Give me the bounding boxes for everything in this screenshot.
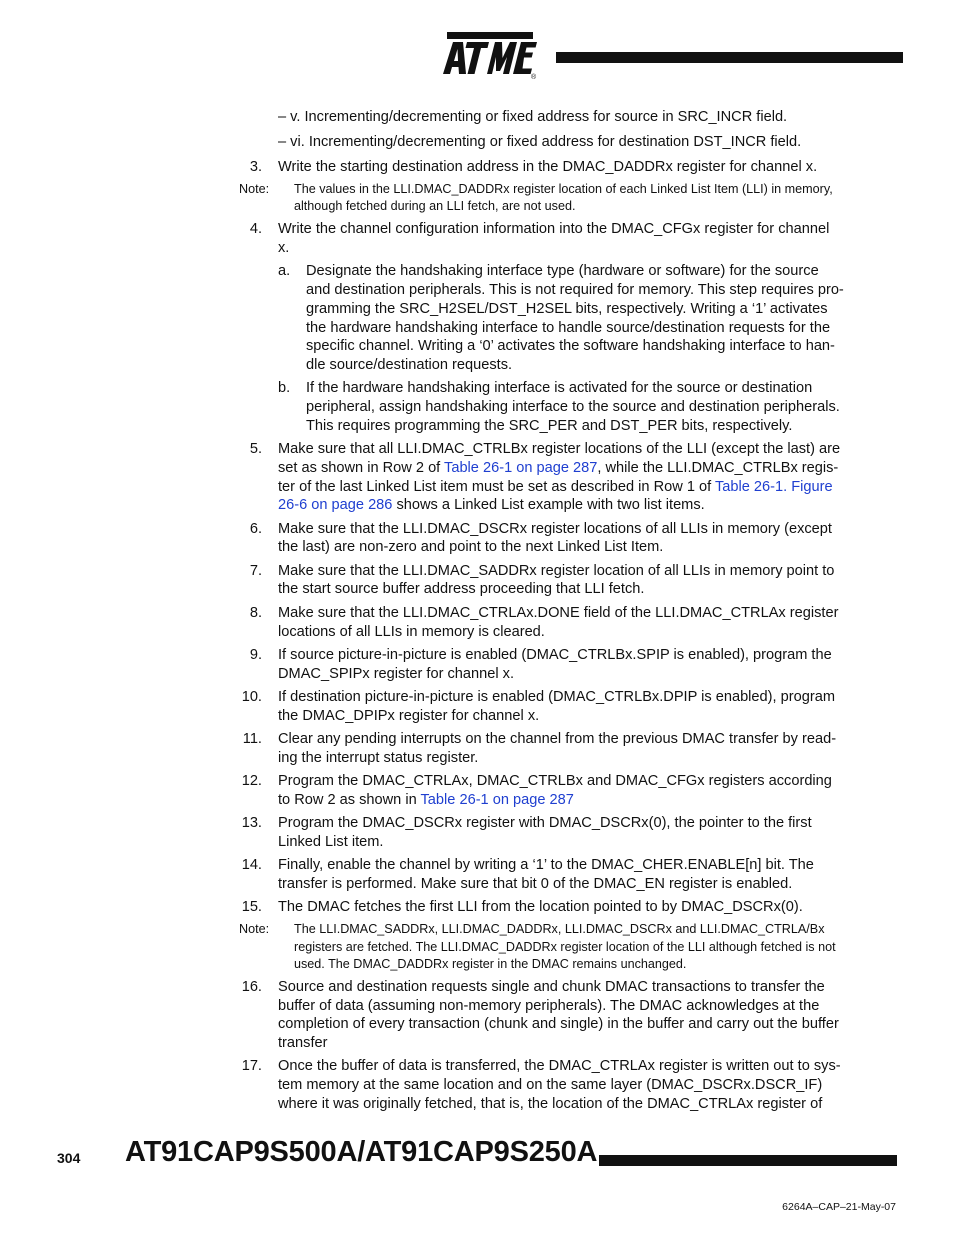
note-label: Note: [239,182,270,196]
text-fragment: , while the LLI.DMAC_CTRLBx regis- [597,460,839,476]
step-number: 8. [249,605,262,621]
step-number: 12. [241,773,262,789]
step-number: 3. [249,159,262,175]
step-number: 10. [241,689,262,705]
substep-text: This requires programming the SRC_PER and DST_PER bits, respectively. [306,418,793,434]
step-text: Program the DMAC_CTRLAx, DMAC_CTRLBx and DMAC_CFGx registers according [278,773,832,789]
step-text: Program the DMAC_DSCRx register with DMAC_DSCRx(0), the pointer to the first [278,815,812,831]
step-text: Source and destination requests single and chunk DMAC transactions to transfer the [278,979,825,995]
step-text: the last) are non-zero and point to the next Linked List Item. [278,539,664,555]
atmel-logo [439,30,539,82]
step-text-line [278,459,838,478]
step-number: 6. [249,521,262,537]
step-text: completion of every transaction (chunk and single) in the buffer and carry out the buffer [278,1016,839,1032]
step-number: 11. [242,731,262,747]
step-text: If source picture-in-picture is enabled (DMAC_CTRLBx.SPIP is enabled), program the [278,647,832,663]
substep-text: the hardware handshaking interface to handle source/destination requests for the [306,320,831,336]
svg-text:®: ® [531,74,537,81]
step-text: If destination picture-in-picture is enabled (DMAC_CTRLBx.DPIP is enabled), program [278,689,835,705]
substep-text: If the hardware handshaking interface is activated for the source or destination [306,380,813,396]
step-text: tem memory at the same location and on the same layer (DMAC_DSCRx.DSCR_IF) [278,1077,823,1093]
step-number: 15. [241,899,262,915]
document-title: AT91CAP9S500A/AT91CAP9S250A [125,1136,598,1168]
note-line: The LLI.DMAC_SADDRx, LLI.DMAC_DADDRx, LLI.DMAC_DSCRx and LLI.DMAC_CTRLA/Bx [294,922,825,936]
substep-text: and destination peripherals. This is not required for memory. This step requires pro- [306,282,844,298]
step-text: x. [278,240,290,256]
note-label: Note: [239,922,270,936]
text-fragment: ter of the last Linked List item must be set as described in Row 1 of [278,479,715,495]
step-text: Make sure that the LLI.DMAC_DSCRx register locations of all LLIs in memory (except [278,521,832,537]
substep-text: specific channel. Writing a ‘0’ activates the software handshaking interface to han- [306,338,835,354]
substep-text: dle source/destination requests. [306,357,513,373]
substep-label: a. [278,263,291,279]
step-text: buffer of data (assuming non-memory peripherals). The DMAC acknowledges at the [278,998,820,1014]
text-fragment: to Row 2 as shown in [278,792,421,808]
step-text: The DMAC fetches the first LLI from the location pointed to by DMAC_DSCRx(0). [278,899,803,915]
step-text-line [278,496,705,515]
step-text: locations of all LLIs in memory is cleared. [278,624,545,640]
page-number: 304 [57,1150,81,1166]
text-fragment: set as shown in Row 2 of [278,460,445,476]
step-text: Write the starting destination address in the DMAC_DADDRx register for channel x. [278,159,818,175]
figure-26-6-link[interactable]: 26-6 on page 286 [278,497,393,513]
step-text-line [278,478,833,497]
step-text: ing the interrupt status register. [278,750,479,766]
atmel-logo-graphic [439,30,539,82]
step-text: Linked List item. [278,834,384,850]
step-text-line [278,791,574,810]
note-line: used. The DMAC_DADDRx register in the DMAC remains unchanged. [294,957,687,971]
table-26-1-figure-link[interactable]: Table 26-1. Figure [714,479,833,495]
table-26-1-link[interactable]: Table 26-1 on page 287 [420,792,574,808]
step-text: Make sure that all LLI.DMAC_CTRLBx register locations of the LLI (except the last) are [278,441,841,457]
step-number: 5. [249,441,262,457]
substep-text: peripheral, assign handshaking interface to the source and destination peripherals. [306,399,840,415]
substep-label: b. [278,380,291,396]
header-rule [556,52,903,63]
step-text: Finally, enable the channel by writing a ‘1’ to the DMAC_CHER.ENABLE[n] bit. The [278,857,814,873]
step-text: Make sure that the LLI.DMAC_CTRLAx.DONE field of the LLI.DMAC_CTRLAx register [278,605,839,621]
note-line: registers are fetched. The LLI.DMAC_DADDRx register location of the LLI although fetched is not [294,940,836,954]
sub-item-vi: – vi. Incrementing/decrementing or fixed address for destination DST_INCR field. [278,134,802,150]
step-number: 17. [241,1058,262,1074]
document-code: 6264A–CAP–21-May-07 [782,1201,896,1213]
sub-item-v: – v. Incrementing/decrementing or fixed address for source in SRC_INCR field. [278,109,788,125]
table-26-1-link[interactable]: Table 26-1 on page 287 [444,460,598,476]
step-text: transfer is performed. Make sure that bit 0 of the DMAC_EN register is enabled. [278,876,793,892]
step-number: 4. [249,221,262,237]
substep-text: Designate the handshaking interface type (hardware or software) for the source [306,263,819,279]
step-number: 13. [241,815,262,831]
step-text: Once the buffer of data is transferred, the DMAC_CTRLAx register is written out to sys- [278,1058,841,1074]
step-text: where it was originally fetched, that is, the location of the DMAC_CTRLAx register of [278,1096,823,1112]
text-fragment: shows a Linked List example with two list items. [392,497,705,513]
step-number: 7. [249,563,262,579]
step-text: Write the channel configuration information into the DMAC_CFGx register for channel [278,221,830,237]
step-number: 14. [241,857,262,873]
step-text: DMAC_SPIPx register for channel x. [278,666,515,682]
step-number: 16. [241,979,262,995]
step-text: Make sure that the LLI.DMAC_SADDRx register location of all LLIs in memory point to [278,563,835,579]
substep-text: gramming the SRC_H2SEL/DST_H2SEL bits, respectively. Writing a ‘1’ activates [306,301,828,317]
note-line: The values in the LLI.DMAC_DADDRx register location of each Linked List Item (LLI) in memory, [294,182,833,196]
step-number: 9. [249,647,262,663]
note-line: although fetched during an LLI fetch, are not used. [294,199,576,213]
step-text: Clear any pending interrupts on the channel from the previous DMAC transfer by read- [278,731,837,747]
step-text: the DMAC_DPIPx register for channel x. [278,708,540,724]
step-text: transfer [278,1035,328,1051]
step-text: the start source buffer address proceeding that LLI fetch. [278,581,645,597]
footer-rule [599,1155,897,1166]
